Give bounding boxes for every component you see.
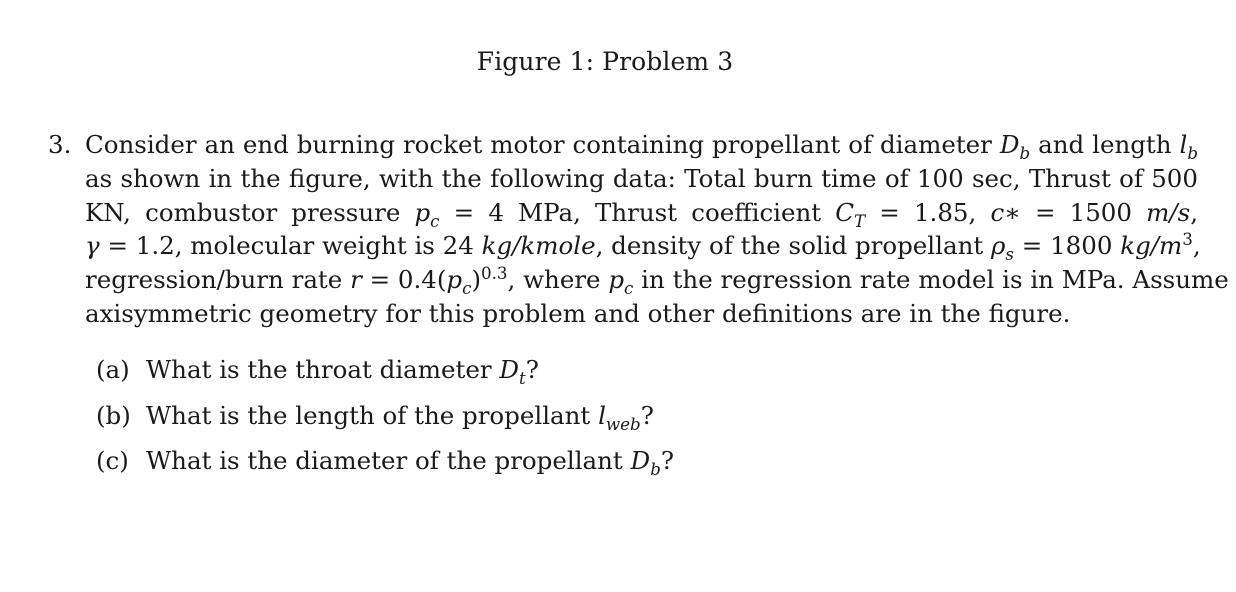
text-segment: = 1500 [1020, 197, 1147, 227]
text-segment: ? [525, 355, 539, 384]
math-symbol: p [446, 265, 463, 295]
problem-parts [96, 352, 674, 489]
math-subscript: web [605, 414, 641, 434]
math-subscript: b [1019, 143, 1031, 163]
math-symbol: l [1179, 130, 1188, 159]
problem-statement [48, 128, 1229, 331]
text-segment: KN, combustor pressure [85, 197, 415, 227]
text-segment: Consider an end burning rocket motor containing propellant of diameter [85, 130, 1000, 159]
text-segment: ? [640, 400, 654, 430]
part-question [146, 355, 539, 388]
math-symbol: c∗ [990, 197, 1021, 227]
text-segment: What is the length of the propellant [146, 400, 599, 430]
text-segment: = 1800 [1013, 231, 1121, 261]
text-segment: = 0.4( [361, 265, 447, 295]
math-symbol: m/s [1146, 197, 1191, 227]
math-symbol: kg/m [1120, 231, 1183, 261]
math-symbol: D [499, 355, 519, 384]
text-segment: axisymmetric geometry for this problem and other definitions are in the figure. [85, 298, 1071, 328]
part-label: (b) [96, 400, 131, 430]
math-superscript: 0.3 [481, 264, 508, 284]
math-symbol: kg/kmole [481, 231, 596, 261]
problem-line [48, 196, 1198, 230]
math-subscript: T [854, 211, 866, 231]
text-segment: , [1190, 197, 1198, 227]
text-segment: , density of the solid propellant [595, 231, 991, 261]
part-question [146, 446, 675, 479]
math-symbol: D [630, 446, 651, 475]
math-symbol: C [835, 197, 855, 227]
math-symbol: D [999, 130, 1020, 159]
math-subscript: b [650, 459, 661, 479]
text-segment: , [1192, 231, 1201, 261]
math-superscript: 3 [1182, 230, 1193, 250]
math-symbol: r [350, 265, 362, 295]
text-segment: as shown in the figure, with the following data: Total burn time of 100 sec, Thrust of 500 [85, 163, 1198, 193]
text-segment: regression/burn rate [85, 265, 351, 295]
text-segment: ) [471, 265, 482, 295]
math-symbol: ρ [991, 231, 1006, 261]
part-label: (c) [96, 446, 129, 475]
math-subscript: s [1005, 245, 1014, 265]
problem-text [48, 128, 1229, 331]
text-segment: = 1.85, [865, 197, 991, 227]
text-segment: = 4 MPa, Thrust coefficient [439, 197, 836, 227]
text-segment: and length [1030, 130, 1180, 159]
text-segment: = 1.2, molecular weight is 24 [99, 231, 482, 261]
math-symbol: p [414, 197, 431, 227]
text-segment: What is the throat diameter [146, 355, 500, 384]
problem-number: 3. [48, 130, 72, 159]
problem-part [96, 398, 674, 444]
math-symbol: γ [85, 231, 100, 261]
problem-part [96, 443, 674, 489]
problem-line [48, 263, 1229, 299]
text-segment: ? [660, 446, 675, 475]
math-subscript: c [430, 211, 440, 231]
math-subscript: c [462, 279, 472, 299]
math-subscript: t [519, 368, 526, 388]
figure-caption: Figure 1: Problem 3 [476, 47, 734, 76]
problem-part [96, 352, 674, 398]
math-symbol: p [608, 265, 625, 295]
problem-line [48, 162, 1198, 196]
text-segment: in the regression rate model is in MPa. Assume [633, 265, 1229, 295]
math-symbol: l [598, 400, 606, 430]
problem-line [48, 229, 1201, 265]
problem-line [48, 128, 1198, 162]
part-label: (a) [96, 355, 130, 384]
problem-line [48, 297, 1198, 331]
part-question [146, 400, 654, 434]
math-subscript: b [1187, 143, 1199, 163]
math-subscript: c [624, 279, 634, 299]
text-segment: What is the diameter of the propellant [146, 446, 631, 475]
text-segment: , where [507, 265, 609, 295]
